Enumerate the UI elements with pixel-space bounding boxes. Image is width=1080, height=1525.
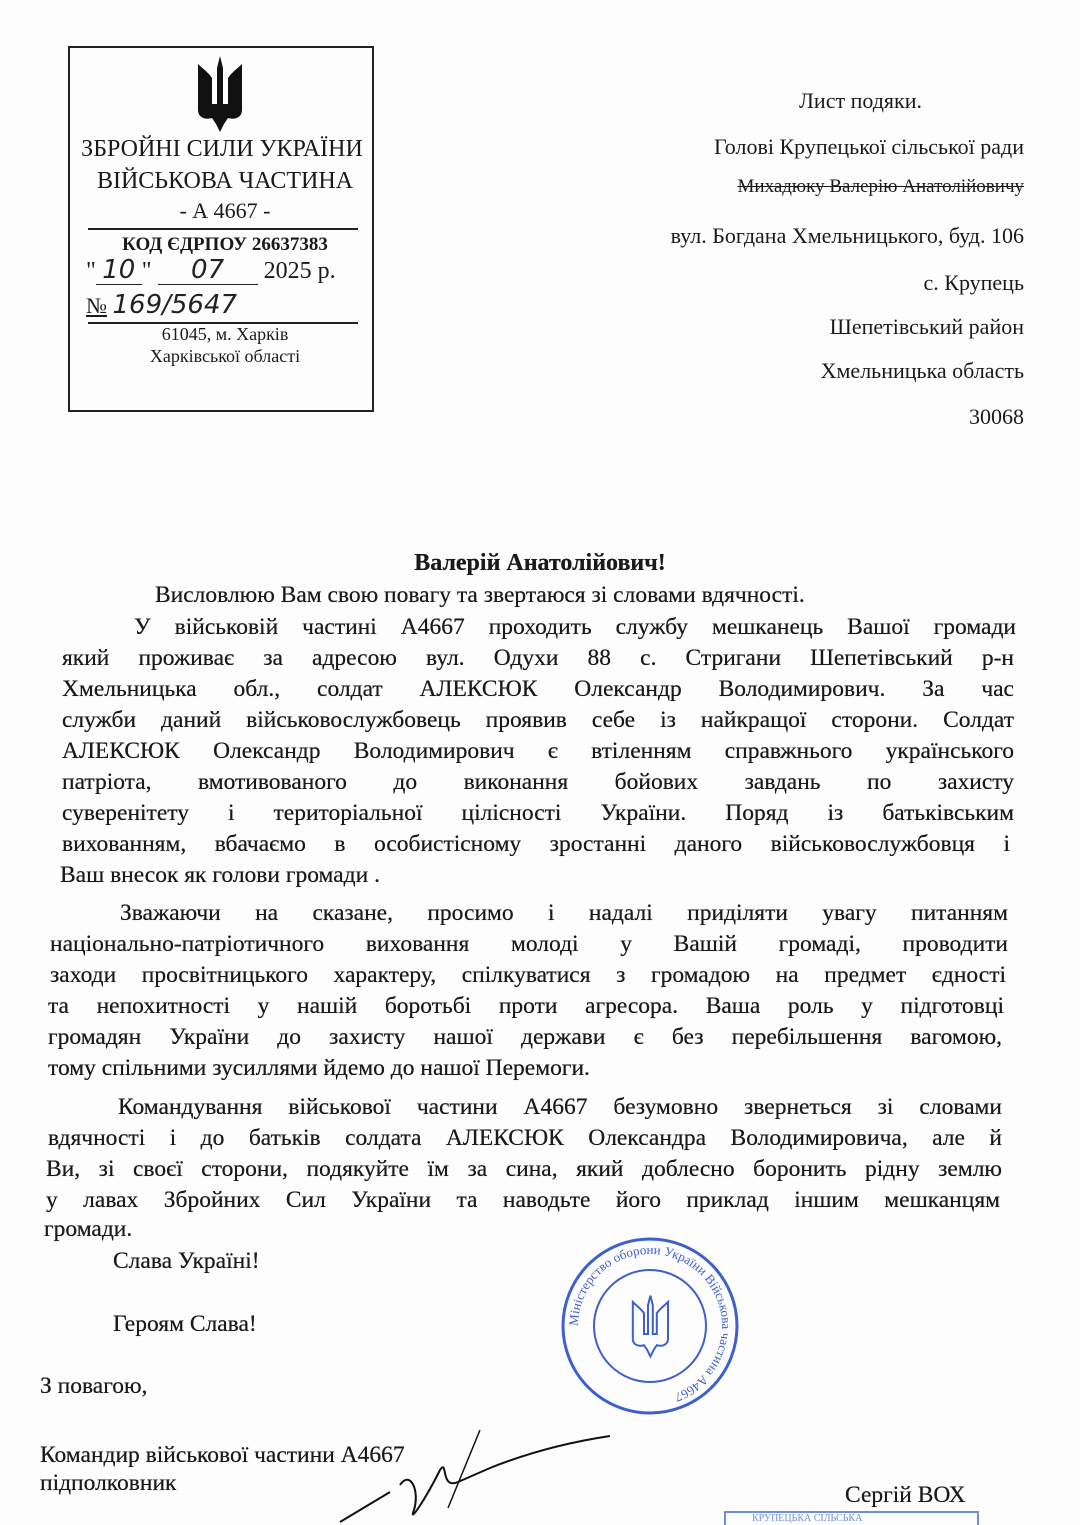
edrpou-code xyxy=(90,234,360,256)
addressee-postcode: 30068 xyxy=(969,404,1024,429)
body-line: який проживає за адресою вул. Одухи 88 с. Стригани Шепетівський р-н xyxy=(62,645,1014,671)
official-seal xyxy=(560,1236,740,1416)
org-name: ЗБРОЙНІ СИЛИ УКРАЇНИ xyxy=(81,136,363,162)
number-value: 169/5647 xyxy=(112,290,238,320)
letter-title: Лист подяки. xyxy=(799,88,922,113)
addressee-village: с. Крупець xyxy=(923,270,1024,295)
addressee-position: Голові Крупецької сільської ради xyxy=(714,134,1024,159)
signatory-name: Сергій ВОХ xyxy=(845,1482,966,1508)
body-line: тому спільними зусиллями йдемо до нашої Перемоги. xyxy=(48,1055,590,1081)
body-line: вихованням, вбачаємо в особистісному зростанні даного військовослужбовця і xyxy=(62,831,1010,857)
body-line: громадян України до захисту нашої держави є без перебільшення вагомою, xyxy=(48,1024,1002,1050)
greeting: Валерій Анатолійович! xyxy=(414,550,666,576)
code-label: КОД ЄДРПОУ xyxy=(122,234,248,255)
closing-regards: З повагою, xyxy=(40,1373,148,1399)
signatory-position: Командир військової частини А4667 xyxy=(40,1442,405,1468)
org-unit-type: ВІЙСЬКОВА ЧАСТИНА xyxy=(96,168,354,194)
slogan-glory-heroes: Героям Слава! xyxy=(113,1311,257,1337)
body-line: національно-патріотичного виховання молоді у Вашій громаді, проводити xyxy=(50,931,1008,957)
addressee-region: Хмельницька область xyxy=(820,358,1024,383)
body-line: та непохитності у нашій боротьбі проти агресора. Ваша роль у підготовці xyxy=(48,993,1004,1019)
letterhead-stamp xyxy=(68,46,374,412)
addressee-street: вул. Богдана Хмельницького, буд. 106 xyxy=(670,223,1024,248)
body-line: У військовій частині А4667 проходить службу мешканець Вашої громади xyxy=(134,614,1016,640)
document-number xyxy=(86,290,237,321)
trident-icon xyxy=(192,54,248,134)
body-line: Ваш внесок як голови громади . xyxy=(60,862,380,888)
body-line: патріота, вмотивованого до виконання бойових завдань по захисту xyxy=(62,769,1014,795)
addressee-name: Михадюку Валерію Анатолійовичу xyxy=(737,176,1024,197)
handwritten-signature xyxy=(330,1430,620,1525)
body-line: Ви, зі своєї сторони, подякуйте їм за сина, який доблесно боронить рідну землю xyxy=(46,1156,1002,1182)
date-field: " 10 " 07 2025 р. xyxy=(86,255,336,285)
body-line: заходи просвітницького характеру, спілкуватися з громадою на предмет єдності xyxy=(50,962,1006,988)
signatory-rank: підполковник xyxy=(40,1470,177,1496)
body-line: Зважаючи на сказане, просимо і надалі приділяти увагу питанням xyxy=(120,900,1008,926)
unit-address-line1: 61045, м. Харків xyxy=(161,324,289,344)
number-label: № xyxy=(86,293,107,318)
body-line: суверенітету і територіальної цілісності України. Поряд із батьківським xyxy=(62,800,1014,826)
body-line: Командування військової частини А4667 безумовно звернеться зі словами xyxy=(118,1094,1002,1120)
date-day: 10 xyxy=(96,256,142,285)
slogan-glory-ukraine: Слава Україні! xyxy=(113,1248,260,1274)
received-stamp: КРУПЕЦЬКА СІЛЬСЬКА xyxy=(724,1511,979,1525)
body-line: Хмельницька обл., солдат АЛЕКСЮК Олександр Володимирович. За час xyxy=(62,676,1014,702)
unit-address-line2: Харківської області xyxy=(149,346,301,366)
body-line: у лавах Збройних Сил України та наводьте його приклад іншим мешканцям xyxy=(46,1187,1000,1213)
body-line: служби даний військовослужбовець проявив себе із найкращої сторони. Солдат xyxy=(62,707,1014,733)
seal-text xyxy=(566,1242,734,1405)
date-month: 07 xyxy=(158,256,258,285)
seal-text-path: Міністерство оборони України Військова частина А4667 xyxy=(565,1241,735,1406)
date-year: 2025 р. xyxy=(263,258,336,284)
body-line: Висловлюю Вам свою повагу та звертаюся зі словами вдячності. xyxy=(155,582,805,608)
body-line: громади. xyxy=(44,1216,133,1242)
body-line: АЛЕКСЮК Олександр Володимирович є втіленням справжнього українського xyxy=(62,738,1014,764)
unit-number: - А 4667 - xyxy=(179,198,271,223)
code-value: 26637383 xyxy=(251,234,328,255)
seal-trident-icon xyxy=(633,1296,668,1357)
addressee-district: Шепетівський район xyxy=(829,314,1024,339)
body-line: вдячності і до батьків солдата АЛЕКСЮК Олександра Володимировича, але й xyxy=(48,1125,1002,1151)
